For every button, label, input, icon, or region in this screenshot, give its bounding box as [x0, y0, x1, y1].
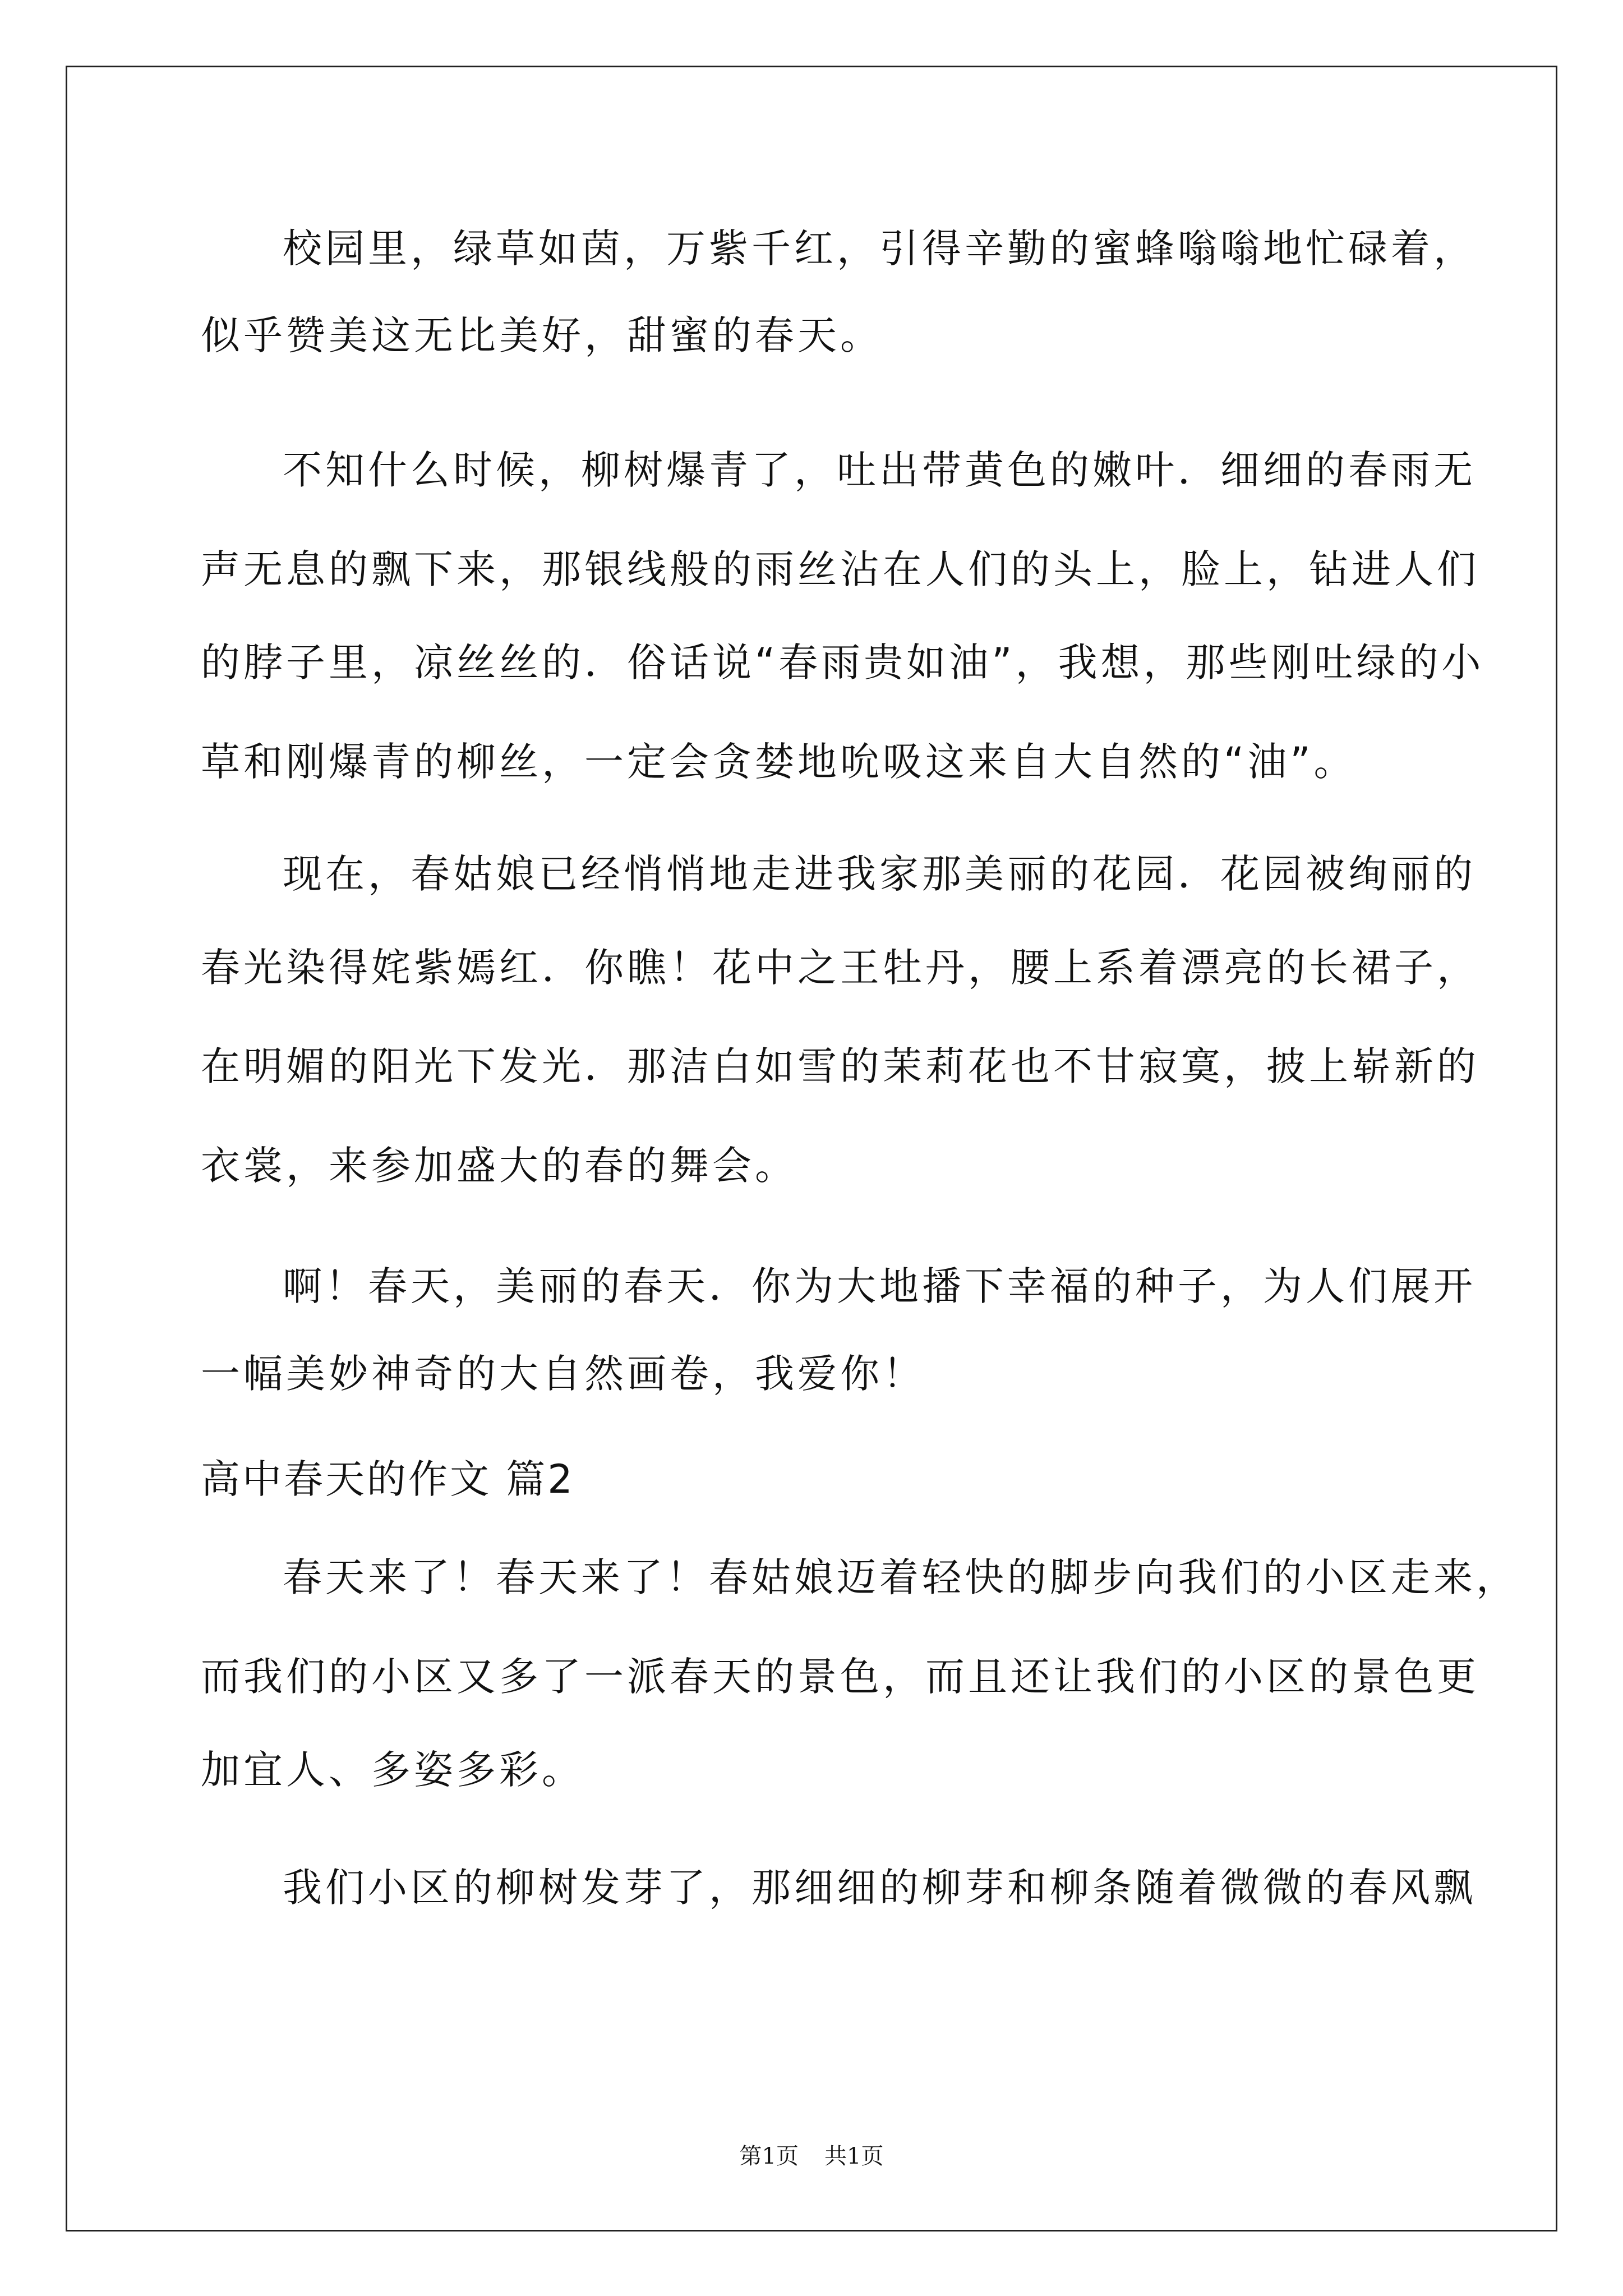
paragraph-3-line-2: 春光染得姹紫嫣红．你瞧！花中之王牡丹，腰上系着漂亮的长裙子， — [201, 945, 1479, 991]
paragraph-5-line-1: 春天来了！春天来了！春姑娘迈着轻快的脚步向我们的小区走来， — [283, 1554, 1519, 1600]
page-number-total: 共1页 — [824, 2143, 884, 2169]
page-number-current: 第1页 — [739, 2143, 799, 2169]
paragraph-3-line-4: 衣裳，来参加盛大的春的舞会。 — [201, 1143, 797, 1189]
paragraph-1-line-1: 校园里，绿草如茵，万紫千红，引得辛勤的蜜蜂嗡嗡地忙碌着， — [283, 226, 1476, 272]
paragraph-2-line-1: 不知什么时候，柳树爆青了，吐出带黄色的嫩叶．细细的春雨无 — [283, 447, 1476, 493]
paragraph-2-line-2: 声无息的飘下来，那银线般的雨丝沾在人们的头上，脸上，钻进人们 — [201, 546, 1479, 592]
paragraph-4-line-2: 一幅美妙神奇的大自然画卷，我爱你！ — [201, 1351, 925, 1397]
paragraph-2-line-4: 草和刚爆青的柳丝，一定会贪婪地吮吸这来自大自然的“油”。 — [201, 739, 1357, 785]
paragraph-5-line-3: 加宜人、多姿多彩。 — [201, 1747, 584, 1793]
paragraph-4-line-1: 啊！春天，美丽的春天．你为大地播下幸福的种子，为人们展开 — [283, 1263, 1476, 1309]
paragraph-3-line-3: 在明媚的阳光下发光．那洁白如雪的茉莉花也不甘寂寞，披上崭新的 — [201, 1043, 1479, 1089]
paragraph-5-line-2: 而我们的小区又多了一派春天的景色，而且还让我们的小区的景色更 — [201, 1654, 1479, 1700]
paragraph-2-line-3: 的脖子里，凉丝丝的．俗话说“春雨贵如油”，我想，那些刚吐绿的小 — [201, 639, 1484, 685]
paragraph-3-line-1: 现在，春姑娘已经悄悄地走进我家那美丽的花园．花园被绚丽的 — [283, 851, 1476, 897]
paragraph-1-line-2: 似乎赞美这无比美好，甜蜜的春天。 — [201, 312, 883, 358]
page-footer — [0, 2142, 1623, 2171]
paragraph-6-line-1: 我们小区的柳树发芽了，那细细的柳芽和柳条随着微微的春风飘 — [283, 1865, 1476, 1911]
section-heading: 高中春天的作文 篇2 — [201, 1456, 575, 1502]
